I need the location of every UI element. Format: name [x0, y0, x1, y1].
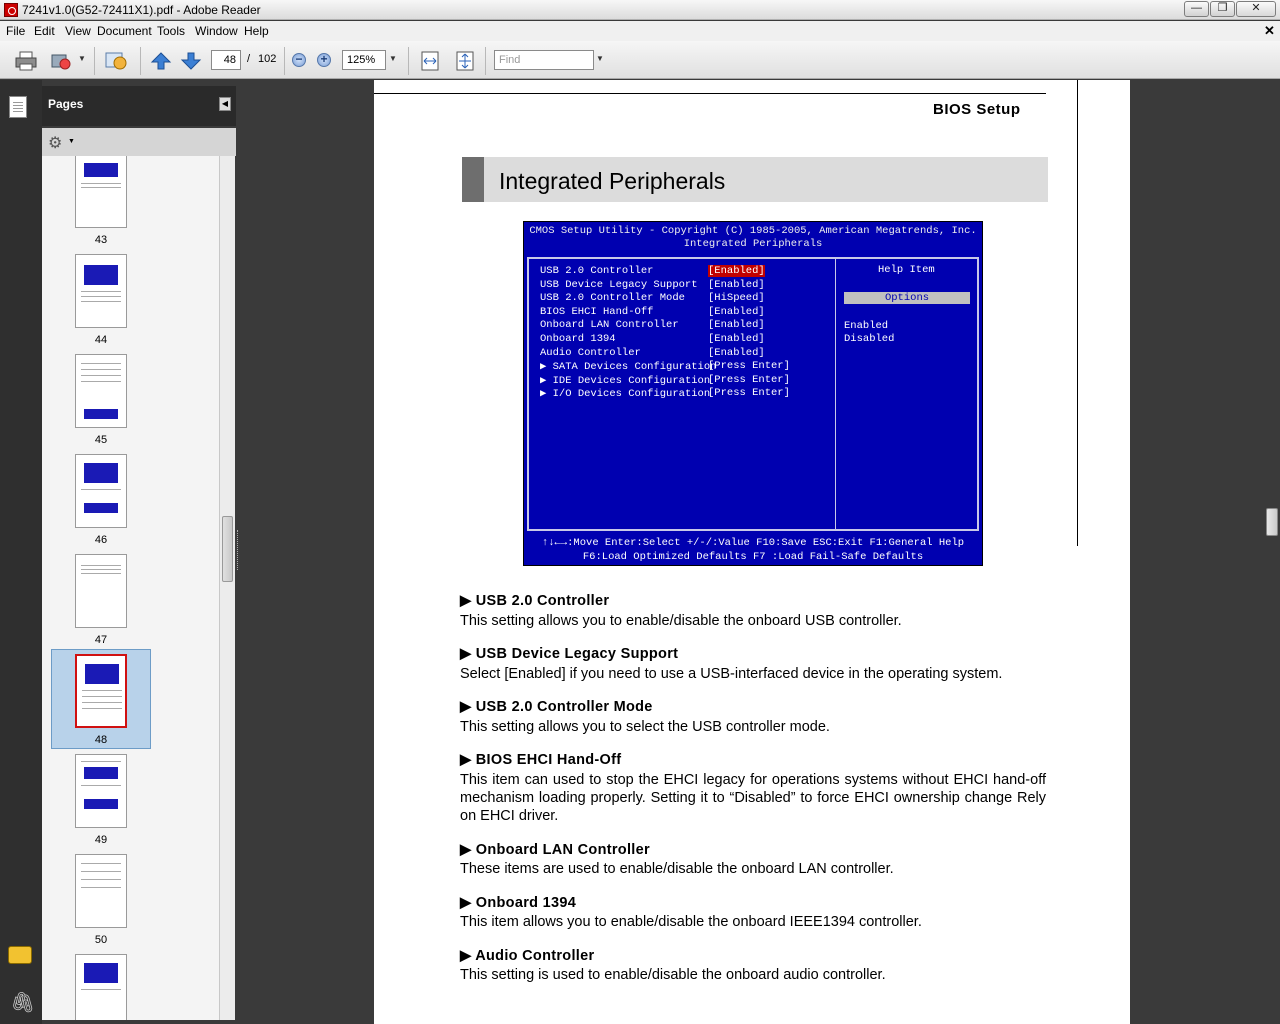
bios-item: USB 2.0 Controller	[540, 265, 654, 277]
item-heading: ▶ Audio Controller	[460, 948, 595, 964]
thumbnail-label: 49	[94, 834, 108, 846]
bios-value: [HiSpeed]	[708, 292, 765, 304]
thumbnail-label: 44	[94, 334, 108, 346]
close-document-icon[interactable]: ✕	[1264, 23, 1275, 38]
pdf-app-icon	[4, 3, 18, 17]
page-total: 102	[258, 53, 277, 65]
separator	[408, 47, 409, 75]
menu-document[interactable]: Document	[97, 24, 152, 38]
close-button[interactable]: ✕	[1236, 1, 1276, 17]
menu-edit[interactable]: Edit	[34, 24, 55, 38]
bios-item: BIOS EHCI Hand-Off	[540, 306, 654, 318]
bios-value-selected: [Enabled]	[708, 265, 765, 277]
item-description: This setting allows you to select the USB controller mode.	[460, 719, 830, 735]
zoom-dropdown-icon[interactable]: ▼	[389, 54, 397, 63]
item-heading: ▶ USB 2.0 Controller	[460, 593, 610, 609]
separator	[284, 47, 285, 75]
collapse-panel-icon[interactable]: ◀	[219, 97, 231, 111]
bios-screen-title: Integrated Peripherals	[683, 238, 823, 250]
bios-copyright: CMOS Setup Utility - Copyright (C) 1985-2005, American Megatrends, Inc.	[529, 225, 977, 237]
previous-page-icon[interactable]	[150, 51, 172, 71]
pages-panel-icon[interactable]	[9, 96, 27, 118]
bios-item: Onboard 1394	[540, 333, 616, 345]
bios-footer-defaults: F6:Load Optimized Defaults F7 :Load Fail-Safe Defaults	[582, 551, 924, 563]
page-thumbnail[interactable]	[75, 754, 127, 828]
gear-icon[interactable]: ⚙	[48, 135, 63, 152]
thumbnail-label: 50	[94, 934, 108, 946]
share-dropdown-icon[interactable]: ▼	[78, 54, 86, 63]
item-heading: ▶ Onboard 1394	[460, 895, 577, 911]
page-thumbnail[interactable]	[75, 156, 127, 228]
fit-page-icon[interactable]	[454, 51, 476, 71]
find-dropdown-icon[interactable]: ▼	[596, 54, 604, 63]
bios-value: [Press Enter]	[708, 360, 790, 372]
splitter-grip[interactable]	[237, 530, 239, 570]
print-icon[interactable]	[15, 51, 37, 71]
separator	[485, 47, 486, 75]
minimize-button[interactable]: —	[1184, 1, 1209, 17]
bios-options-label: Options	[844, 292, 970, 304]
document-page	[374, 80, 1130, 1024]
menu-tools[interactable]: Tools	[157, 24, 186, 38]
separator	[94, 47, 95, 75]
menu-view[interactable]: View	[65, 24, 91, 38]
page-number-input[interactable]: 48	[211, 50, 241, 70]
find-input[interactable]: Find	[494, 50, 594, 70]
thumbnail-scrollbar[interactable]	[219, 156, 235, 1020]
menu-bar	[0, 21, 1280, 41]
item-description: These items are used to enable/disable the onboard LAN controller.	[460, 861, 894, 877]
bios-value: [Enabled]	[708, 347, 765, 359]
zoom-out-icon[interactable]: −	[292, 53, 306, 67]
item-description: Select [Enabled] if you need to use a USB-interfaced device in the operating system.	[460, 666, 1003, 682]
bios-item: USB 2.0 Controller Mode	[540, 292, 685, 304]
page-thumbnail[interactable]	[75, 454, 127, 528]
page-thumbnail[interactable]	[75, 254, 127, 328]
toolbar	[0, 41, 1280, 79]
bios-value: [Press Enter]	[708, 374, 790, 386]
item-heading: ▶ USB 2.0 Controller Mode	[460, 699, 653, 715]
thumbnail-label: 47	[94, 634, 108, 646]
bios-item: ▶ SATA Devices Configuration	[540, 361, 717, 373]
item-heading: ▶ Onboard LAN Controller	[460, 842, 650, 858]
bios-screenshot	[523, 221, 983, 566]
thumbnail-label: 45	[94, 434, 108, 446]
bios-option: Disabled	[844, 333, 895, 345]
thumbnail-label: 48	[94, 734, 108, 746]
thumbnail-label: 46	[94, 534, 108, 546]
bios-value: [Press Enter]	[708, 387, 790, 399]
fit-width-icon[interactable]	[419, 51, 441, 71]
bios-item: USB Device Legacy Support	[540, 279, 698, 291]
item-description: This setting is used to enable/disable the onboard audio controller.	[460, 967, 886, 983]
navigation-strip	[0, 80, 42, 1024]
window-title: 7241v1.0(G52-72411X1).pdf - Adobe Reader	[22, 3, 261, 17]
thumbnail-scrollbar-thumb[interactable]	[222, 516, 233, 582]
separator	[140, 47, 141, 75]
bios-help-title: Help Item	[878, 264, 935, 276]
menu-file[interactable]: File	[6, 24, 26, 38]
page-thumbnail-current[interactable]	[75, 654, 127, 728]
page-thumbnail[interactable]	[75, 554, 127, 628]
zoom-in-icon[interactable]: +	[317, 53, 331, 67]
page-thumbnail[interactable]	[75, 354, 127, 428]
zoom-level-input[interactable]: 125%	[342, 50, 386, 70]
section-bar-block	[462, 157, 484, 202]
comment-icon[interactable]	[8, 946, 32, 964]
menu-help[interactable]: Help	[244, 24, 269, 38]
bios-item: Audio Controller	[540, 347, 641, 359]
document-scrollbar[interactable]	[1264, 80, 1280, 1024]
item-heading: ▶ USB Device Legacy Support	[460, 646, 679, 662]
bios-item: ▶ IDE Devices Configuration	[540, 375, 711, 387]
item-description: This item can used to stop the EHCI legacy for operations systems without EHCI hand-off mechanism loading properly. Setting it to “Disabled” to force EHCI ownership change Rely on EHCI driver.	[460, 772, 1046, 824]
bios-value: [Enabled]	[708, 279, 765, 291]
page-header: BIOS Setup	[933, 101, 1021, 118]
bios-value: [Enabled]	[708, 319, 765, 331]
gear-dropdown-icon[interactable]: ▼	[68, 138, 75, 145]
item-description: This setting allows you to enable/disable the onboard USB controller.	[460, 613, 902, 629]
maximize-button[interactable]: ❐	[1210, 1, 1235, 17]
next-page-icon[interactable]	[180, 51, 202, 71]
bios-option: Enabled	[844, 320, 889, 332]
bios-footer-keys: ↑↓←→:Move Enter:Select +/-/:Value F10:Save ESC:Exit F1:General Help	[541, 537, 965, 549]
item-heading: ▶ BIOS EHCI Hand-Off	[460, 752, 622, 768]
bios-item: ▶ I/O Devices Configuration	[540, 388, 711, 400]
page-separator: /	[247, 53, 251, 65]
header-rule	[374, 93, 1046, 94]
title-bar	[0, 0, 1280, 20]
pages-panel-title: Pages	[48, 97, 84, 111]
page-thumbnails	[42, 156, 219, 1020]
menu-window[interactable]: Window	[195, 24, 238, 38]
section-title: Integrated Peripherals	[499, 168, 726, 194]
bios-divider	[835, 258, 836, 530]
share-icon[interactable]	[50, 51, 72, 71]
attachment-icon[interactable]: 🖇	[10, 992, 36, 1014]
page-thumbnail[interactable]	[75, 954, 127, 1020]
thumbnail-label: 43	[94, 234, 108, 246]
bios-item: Onboard LAN Controller	[540, 319, 679, 331]
bios-value: [Enabled]	[708, 333, 765, 345]
bios-value: [Enabled]	[708, 306, 765, 318]
collaborate-icon[interactable]	[104, 51, 130, 71]
page-thumbnail[interactable]	[75, 854, 127, 928]
item-description: This item allows you to enable/disable the onboard IEEE1394 controller.	[460, 914, 922, 930]
document-scrollbar-thumb[interactable]	[1266, 508, 1278, 536]
margin-rule	[1077, 80, 1078, 546]
